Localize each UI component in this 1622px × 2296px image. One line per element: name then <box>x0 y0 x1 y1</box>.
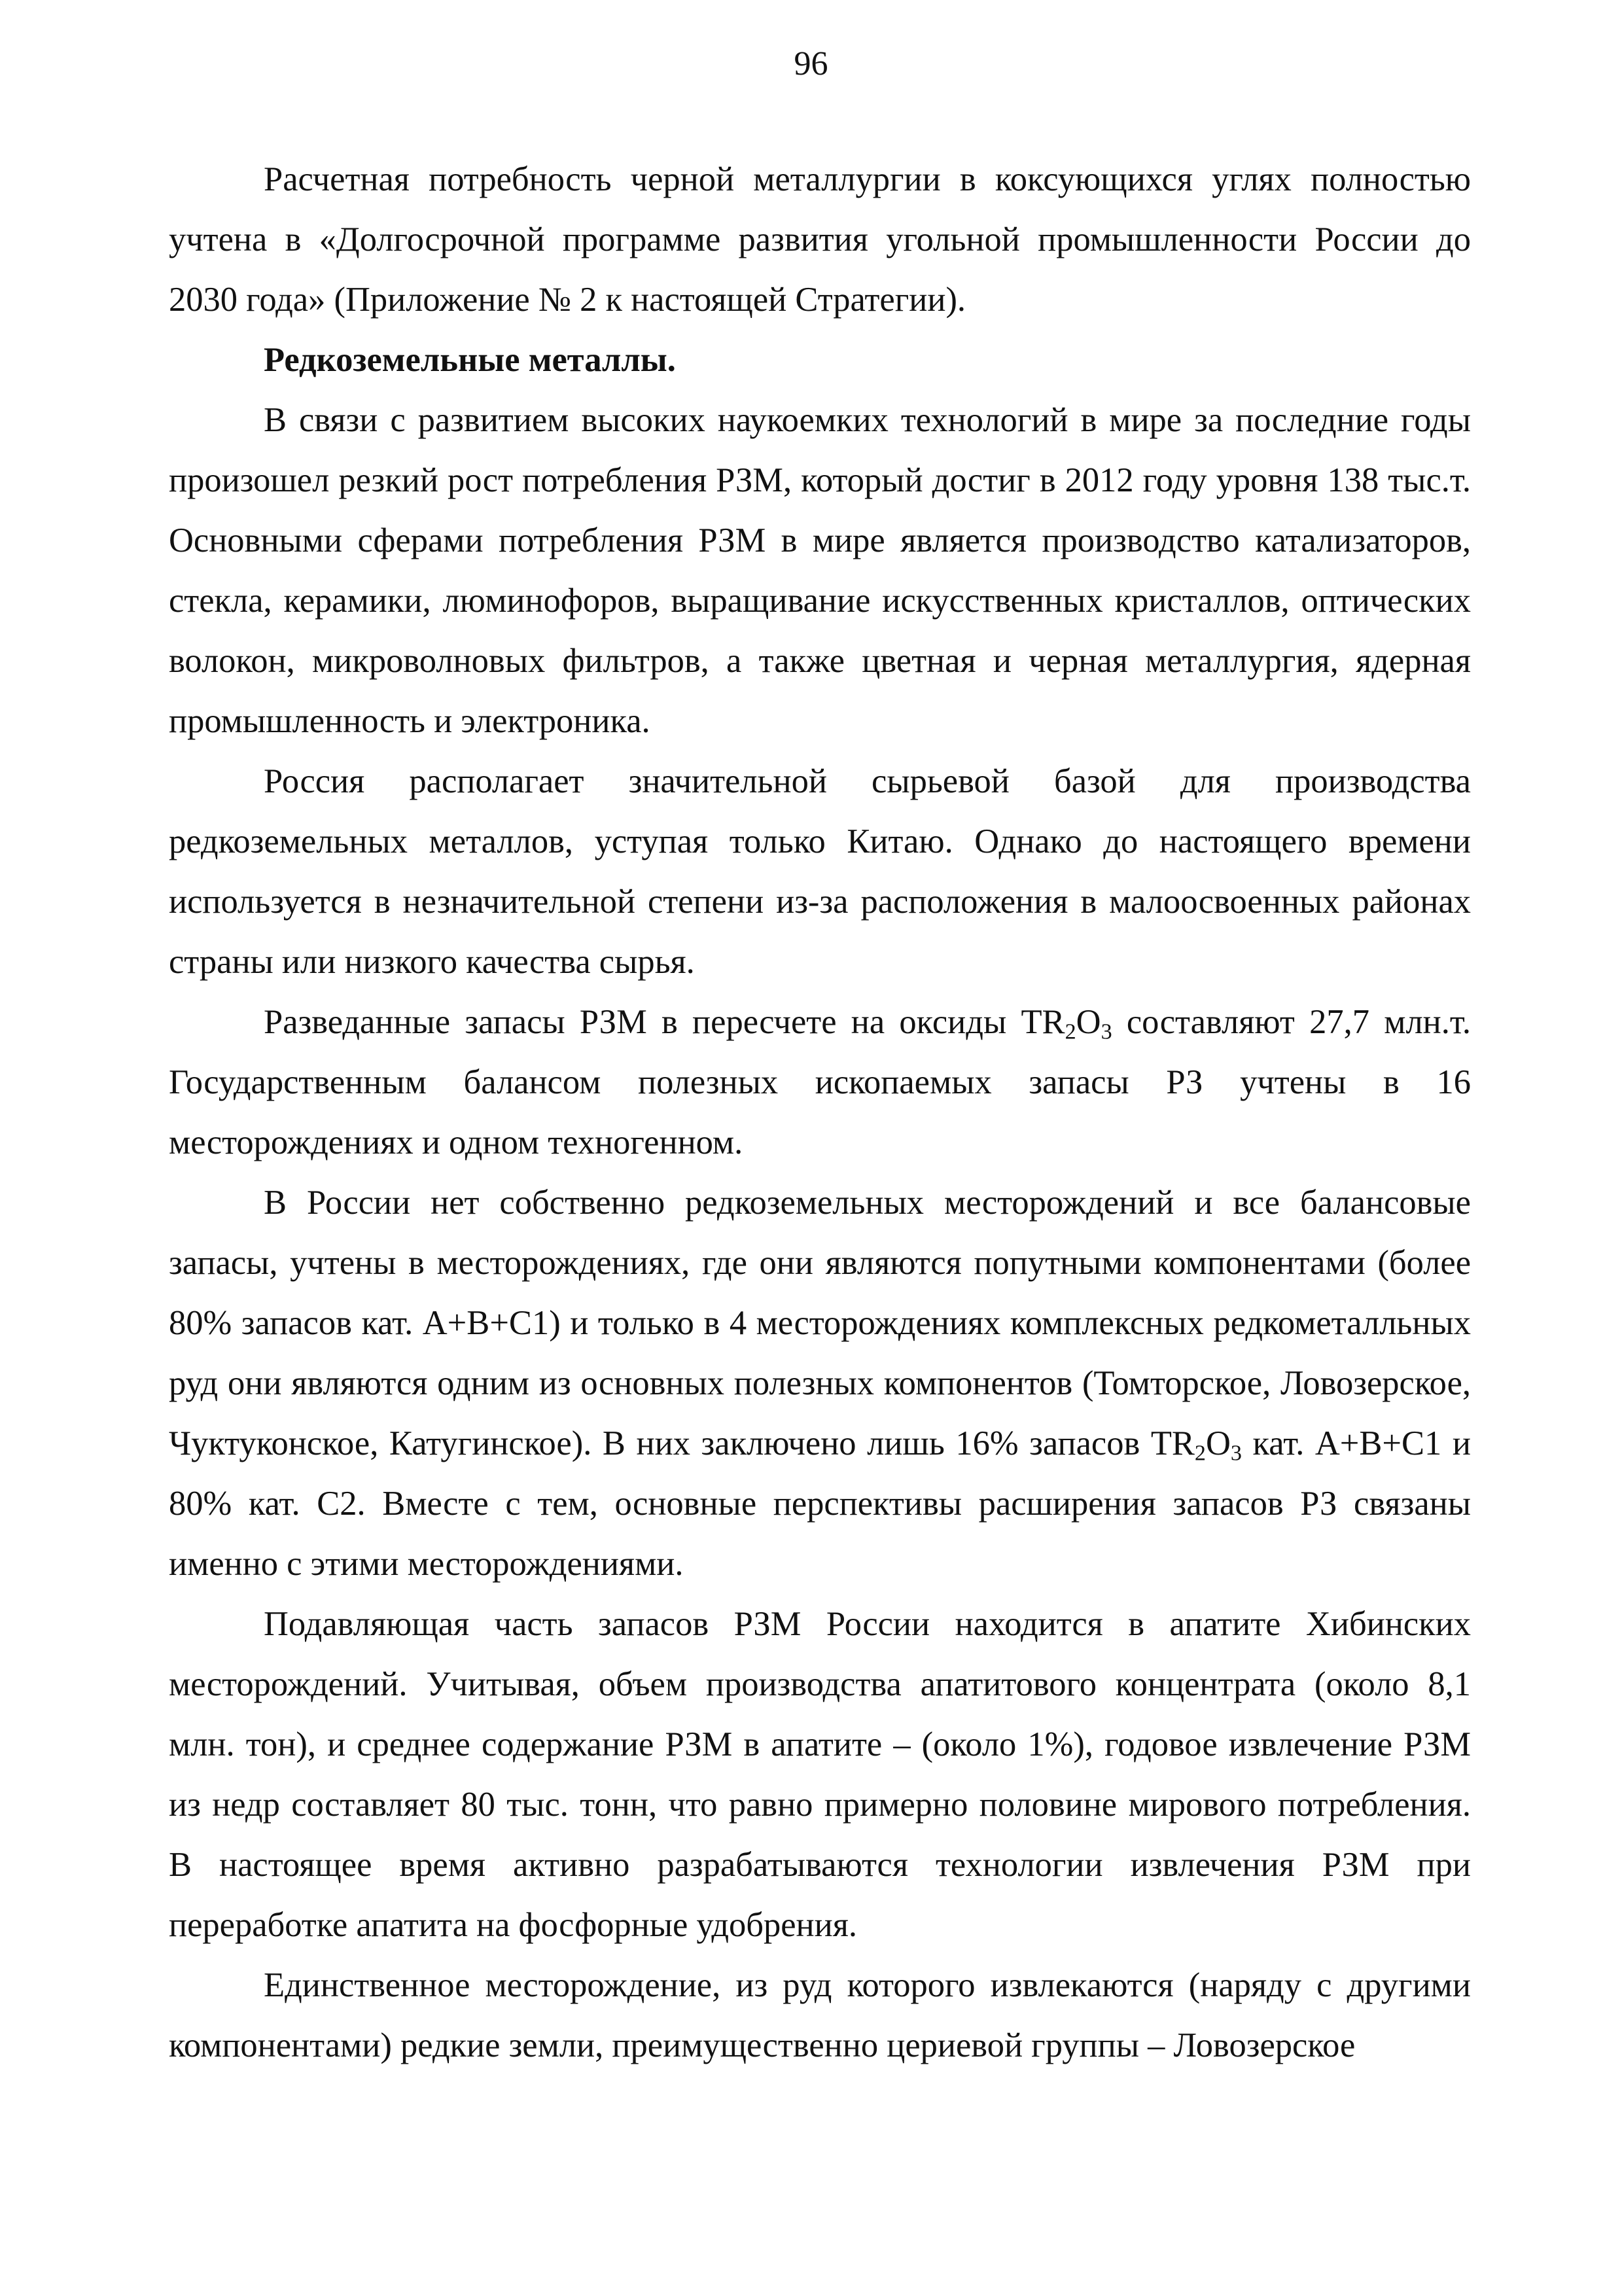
paragraph-resource-base: Россия располагает значительной сырьевой базой для производства редкоземельных металлов, уступая только Китаю. Однако до настоящего времени используется в незначительной степени из-за расположения в малоосвоенных районах страны или низкого качества сырья. <box>169 762 1471 981</box>
subscript: 2 <box>1194 1441 1206 1466</box>
document-body <box>169 149 1471 2075</box>
text-run: составляют 27,7 млн.т. Государственным балансом полезных ископаемых запасы РЗ учтены в 16 месторождениях и одном техногенном. <box>169 1003 1471 1161</box>
paragraph-lovozero: Единственное месторождение, из руд которого извлекаются (наряду с другими компонентами) редкие земли, преимущественно цериевой группы – Ловозерское <box>169 1966 1471 2064</box>
paragraph-deposits <box>169 1173 1471 1594</box>
text-run: В России нет собственно редкоземельных месторождений и все балансовые запасы, учтены в месторождениях, где они являются попутными компонентами (более 80% запасов кат. А+В+С1) и только в 4 месторождениях комплексных редкометалльных руд они являются одним из основных полезных компонентов (Томторское, Ловозерское, Чуктуконское, Катугинское). В них заключено лишь 16% запасов TR <box>169 1184 1471 1462</box>
subscript: 3 <box>1230 1441 1242 1466</box>
subscript: 2 <box>1065 1019 1076 1044</box>
page-number: 96 <box>794 45 828 82</box>
paragraph-apatite: Подавляющая часть запасов РЗМ России находится в апатите Хибинских месторождений. Учитывая, объем производства апатитового концентрата (около 8,1 млн. тон), и среднее содержание РЗМ в апатите – (около 1%), годовое извлечение РЗМ из недр составляет 80 тыс. тонн, что равно примерно половине мирового потребления. В настоящее время активно разрабатываются технологии извлечения РЗМ при переработке апатита на фосфорные удобрения. <box>169 1605 1471 1944</box>
section-heading-rare-earth: Редкоземельные металлы. <box>264 341 676 379</box>
text-run: Разведанные запасы РЗМ в пересчете на оксиды TR <box>264 1003 1065 1041</box>
paragraph-consumption: В связи с развитием высоких наукоемких технологий в мире за последние годы произошел резкий рост потребления РЗМ, который достиг в 2012 году уровня 138 тыс.т. Основными сферами потребления РЗМ в мире является производство катализаторов, стекла, керамики, люминофоров, выращивание искусственных кристаллов, оптических волокон, микроволновых фильтров, а также цветная и черная металлургия, ядерная промышленность и электроника. <box>169 401 1471 740</box>
text-run: кат. А+В+С1 и 80% кат. С2. Вместе с тем, основные перспективы расширения запасов РЗ связаны именно с этими месторождениями. <box>169 1424 1471 1583</box>
paragraph-coking-coal: Расчетная потребность черной металлургии в коксующихся углях полностью учтена в «Долгосрочной программе развития угольной промышленности России до 2030 года» (Приложение № 2 к настоящей Стратегии). <box>169 160 1471 319</box>
text-run: O <box>1076 1003 1101 1041</box>
text-run: O <box>1205 1424 1231 1462</box>
paragraph-explored-reserves <box>169 992 1471 1173</box>
subscript: 3 <box>1101 1019 1112 1044</box>
